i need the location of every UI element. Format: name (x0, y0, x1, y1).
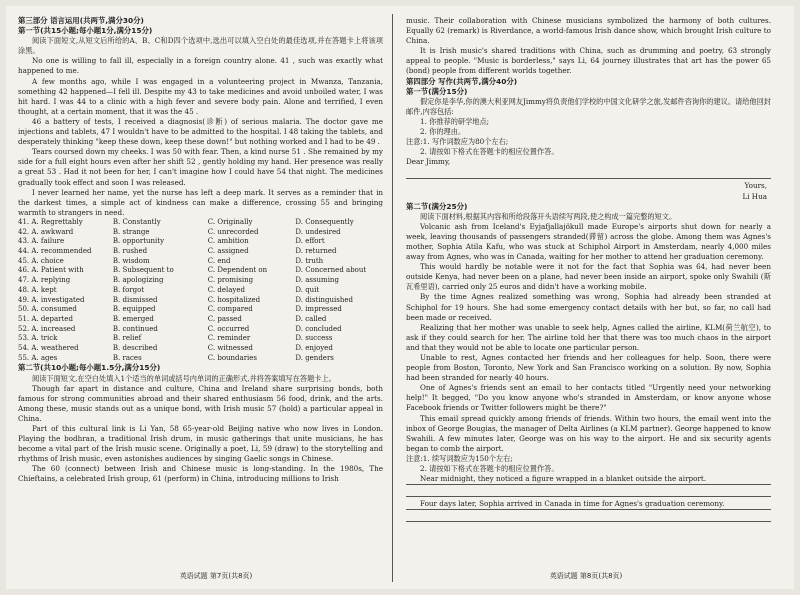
continuation-prompt-2: Four days later, Sophia arrived in Canada in time for Agnes's graduation ceremony. (406, 499, 771, 510)
option: C. compared (207, 305, 253, 314)
writing1-title: 第一节(满分15分) (406, 86, 468, 96)
salutation: Dear Jimmy, (406, 157, 451, 167)
passage-paragraph: Part of this cultural link is Li Yan, 58 65-year-old Beijing native who now lives in London. Playing the bodhran, a traditional Irish drum, in music gatherings that unite musicians, he has become a vital part of the Irish music scene. Originally a poet, Li, 59 (draw) to the storytelling and rhythms of Irish music, even astonishes audiences by singing Gaelic songs in Chinese. (18, 423, 383, 464)
option: D. undesired (295, 227, 341, 236)
option: D. distinguished (295, 295, 354, 304)
story-paragraph: Unable to rest, Agnes contacted her friends and her colleagues for help. Soon, there were people from Boston, Toronto, New York and San Francisco working on a solution. By now, Sophia had been stranded for nearly 40 hours. (406, 353, 771, 383)
option: C. passed (207, 314, 242, 323)
part4-title: 第四部分 写作(共两节,满分40分) (406, 76, 518, 86)
option: 53. A. trick (18, 334, 58, 343)
passage-paragraph: I never learned her name, yet the nurse has left a deep mark. It serves as a reminder that in the darkest times, a simple act of kindness can make a difference, crossing 55 and bringing warmth to strangers in need. (18, 187, 383, 217)
option: 46. A. Patient with (18, 266, 84, 275)
option: D. impressed (295, 305, 342, 314)
option: C. assigned (207, 246, 249, 255)
option: B. apologizing (112, 276, 164, 285)
option: 55. A. ages (18, 353, 58, 362)
story-paragraph: This would hardly be notable were it not for the fact that Sophia was 64, had never been outside Kenya, had never been on a plane, had never been inside an airport, spoke only Swahili (斯瓦希里语), carried only 25 euros and didn't have a working mobile. (406, 262, 771, 292)
option: C. witnessed (207, 344, 253, 353)
writing1-point: 1. 你推荐的研学地点; (420, 116, 490, 126)
option: 43. A. failure (18, 237, 65, 246)
option: B. Subsequent to (112, 266, 174, 275)
option: B. Constantly (112, 217, 161, 226)
option: D. returned (295, 246, 337, 255)
option: B. continued (112, 324, 158, 333)
option: B. forgot (112, 285, 145, 294)
option: 50. A. consumed (18, 305, 77, 314)
option: C. ambition (207, 237, 249, 246)
passage-paragraph: 46 a battery of tests, I received a diagnosis(诊断) of serious malaria. The doctor gave me injections and tablets, 47 I wouldn't have to be admitted to the hospital. I 48 taking the tablets, and desperately thinking "keep these down, keep these down!" but nothing worked and I had to be 49 . (18, 116, 383, 147)
option: D. assuming (295, 276, 339, 285)
option: C. hospitalized (207, 295, 261, 304)
option: 51. A. departed (18, 314, 73, 323)
right-page (406, 16, 771, 536)
option: B. opportunity (112, 237, 165, 246)
option: D. Concerned about (295, 266, 367, 275)
writing1-note: 2. 请按如下格式在答题卡的相应位置作答。 (420, 147, 559, 157)
option: 42. A. awkward (18, 227, 74, 236)
option: D. enjoyed (295, 344, 333, 353)
option: D. genders (295, 353, 334, 362)
option: D. quit (295, 285, 320, 294)
option: B. described (112, 344, 158, 353)
option: B. rushed (112, 246, 148, 255)
part3-title: 第三部分 语言运用(共两节,满分30分) (18, 16, 144, 25)
option: 54. A. weathered (18, 344, 79, 353)
options-grid (18, 218, 383, 364)
section2-instructions: 阅读下面短文,在空白处填入1个适当的单词或括号内单词的正确形式,并将答案填写在答题卡上。 (32, 373, 336, 383)
option: D. success (295, 334, 333, 343)
passage-paragraph: A few months ago, while I was engaged in a volunteering project in Mwanza, Tanzania, something 42 happened—I fell ill. Despite my 43 to take medicines and avoid unboiled water, I was hit hard. I was 44 to a clinic with a high fever and severe body pain. Alone and terrified, I even thought, at a certain moment, that it was the 45 . (18, 76, 383, 116)
option: 45. A. choice (18, 256, 64, 265)
option: B. wisdom (112, 256, 150, 265)
section2-title: 第二节(共10小题;每小题1.5分,满分15分) (18, 363, 161, 373)
answer-line (406, 487, 771, 497)
answer-line (406, 169, 771, 179)
writing2-note: 2. 请按如下格式在答题卡的相应位置作答。 (420, 464, 559, 474)
column-divider (392, 14, 393, 582)
closing: Yours, (744, 181, 767, 191)
option: C. Dependent on (207, 266, 268, 275)
option: D. Consequently (295, 217, 354, 226)
passage-paragraph: The 60 (connect) between Irish and Chinese music is long-standing. In the 1980s, The Chieftains, a celebrated Irish group, 61 (perform) in China, introducing millions to Irish (18, 464, 383, 484)
option: 41. A. Regrettably (18, 217, 83, 226)
story-paragraph: This email spread quickly among friends of friends. Within two hours, the email went into the inbox of George Bougias, the manager of Delta Airlines (a KLM partner). George happened to know Swahili. A few minutes later, George was on his way to the airport. He and six security agents began to comb the airport. (406, 413, 771, 453)
option: C. boundaries (207, 353, 258, 362)
section1-instructions: 阅读下面短文,从短文后所给的A、B、C和D四个选项中,选出可以填入空白处的最佳选项,并在答题卡上将该项涂黑。 (18, 36, 383, 56)
signer: Li Hua (742, 191, 767, 201)
exam-sheet (6, 6, 794, 589)
option: B. equipped (112, 305, 156, 314)
writing1-instructions: 假定你是李华,你的澳大利亚网友Jimmy将负责他们学校的中国文化研学之旅,发邮件咨询你的建议。请给他回封邮件,内容包括: (406, 96, 771, 116)
option: D. concluded (295, 324, 342, 333)
option: D. truth (295, 256, 324, 265)
option: B. emerged (112, 314, 154, 323)
story-paragraph: Volcanic ash from Iceland's Eyjafjallajökull made Europe's airports shut down for nearly a week, leaving thousands of passengers stranded(滞留) across the globe. Among them was Agnes's mother, Sophia Atila Kafu, who was stuck at Schiphol Airport in Amsterdam, nearly 4,000 miles away from Agnes, who was in Canada, waiting for her mother to attend her graduation ceremony. (406, 221, 771, 262)
section1-title: 第一节(共15小题;每小题1分,满分15分) (18, 26, 153, 36)
page-footer-right: 英语试题 第8页(共8页) (549, 572, 623, 580)
option: D. called (295, 314, 327, 323)
writing2-note: 注意:1. 续写词数应为150个左右; (406, 453, 513, 463)
option: C. unrecorded (207, 227, 259, 236)
option: B. relief (112, 334, 142, 343)
option: 49. A. investigated (18, 295, 85, 304)
option: B. strange (112, 227, 150, 236)
writing1-point: 2. 你的理由。 (420, 127, 466, 137)
page-footer-left: 英语试题 第7页(共8页) (179, 572, 253, 580)
option: C. reminder (207, 334, 251, 343)
option: 47. A. replying (18, 276, 71, 285)
writing1-note: 注意:1. 写作词数应为80个左右; (406, 137, 509, 147)
answer-line (406, 512, 771, 522)
option: 44. A. recommended (18, 246, 92, 255)
option: B. dismissed (112, 295, 158, 304)
story-paragraph: Realizing that her mother was unable to seek help, Agnes called the airline, KLM(荷兰航空), to ask if they could search for her. The airline told her that there was too much chaos in the airport and that they would not be able to locate one particular person. (406, 322, 771, 352)
option: C. end (207, 256, 231, 265)
option: C. Originally (207, 217, 253, 226)
passage-paragraph: It is Irish music's shared traditions with China, such as drumming and poetry, 63 strongly appeal to people. "Music is borderless," says Li, 64 journey illustrates that art has the power 65 (bond) people from different worlds together. (406, 46, 771, 76)
passage-paragraph: Tears coursed down my cheeks. I was 50 with fear. Then, a kind nurse 51 . She remained by my side for a full eight hours even after her shift 52 , gently holding my hand. Her presence was really a great 53 . Had it not been for her, I can't imagine how I could have 54 that night. The medicines gradually took effect and soon I was released. (18, 147, 383, 187)
option: D. effort (295, 237, 325, 246)
option: 52. A. increased (18, 324, 76, 333)
writing2-instructions: 阅读下面材料,根据其内容和所给段落开头语续写两段,使之构成一篇完整的短文。 (420, 211, 677, 221)
option: B. races (112, 353, 142, 362)
option: C. delayed (207, 285, 245, 294)
option: C. occurred (207, 324, 250, 333)
left-page (18, 16, 383, 571)
option: C. promising (207, 276, 254, 285)
passage-paragraph: No one is willing to fall ill, especially in a foreign country alone. 41 , such was exactly what happened to me. (18, 56, 383, 76)
continuation-prompt-1: Near midnight, they noticed a figure wrapped in a blanket outside the airport. (406, 474, 771, 485)
option: 48. A. kept (18, 285, 57, 294)
writing2-title: 第二节(满分25分) (406, 201, 468, 211)
story-paragraph: By the time Agnes realized something was wrong, Sophia had already been stranded at Schiphol for 19 hours. She had some emergency contact details with her but, so far, no call had been made or received. (406, 292, 771, 322)
passage-paragraph: Though far apart in distance and culture, China and Ireland share surprising bonds, both famous for strong communities abroad and their shared enthusiasm 56 food, drink, and the arts. Among these, music stands out as a unique bond, with Irish music 57 (hold) a particular appeal in China. (18, 383, 383, 423)
passage-paragraph: music. Their collaboration with Chinese musicians symbolized the harmony of both cultures. Equally 62 (remark) is Riverdance, a world-famous Irish dance show, which brought Irish culture to China. (406, 16, 771, 46)
story-paragraph: One of Agnes's friends sent an email to her contacts titled "Urgently need your networking help!" It begged, "Do you know anyone who's stranded in Amsterdam, or know anyone whose Facebook friends or Twitter followers might be there?" (406, 383, 771, 413)
